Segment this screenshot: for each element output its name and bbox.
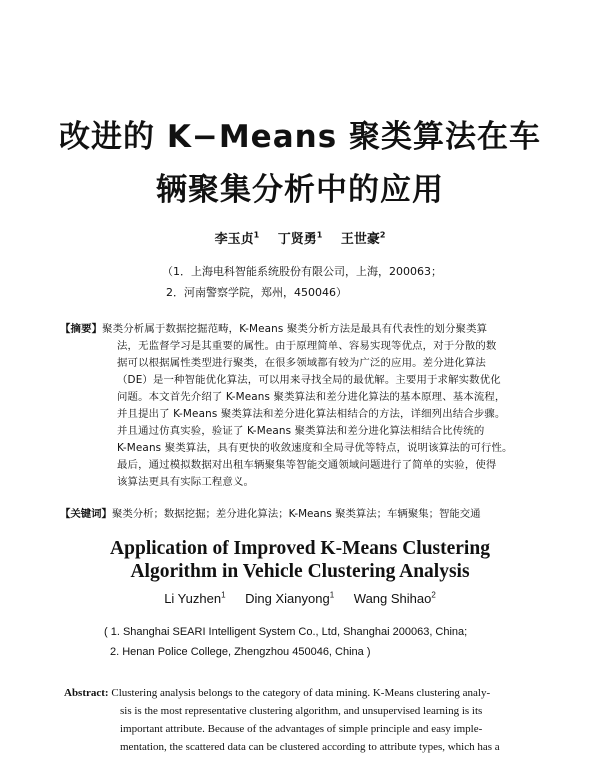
abstract-line: 【摘要】聚类分析属于数据挖掘范畴，K-Means 聚类分析方法是最具有代表性的划分聚类算 <box>60 323 488 335</box>
chinese-abstract <box>60 321 546 491</box>
english-author: Ding Xianyong$^1$ <box>245 590 335 606</box>
abstract-label: Abstract: <box>64 687 109 699</box>
abstract-line: 最后，通过模拟数据对出租车辆聚集等智能交通领域问题进行了简单的实验，使得 <box>117 459 497 471</box>
abstract-line: important attribute. Because of the advantages of simple principle and easy imple- <box>120 723 483 735</box>
chinese-title-line-1: 改进的 K−Means 聚类算法在车 <box>59 119 541 155</box>
english-author: Li Yuzhen$^1$ <box>164 590 226 606</box>
chinese-author: 丁贤勇$^1$ <box>277 230 323 247</box>
chinese-author: 王世豪$^2$ <box>340 230 386 247</box>
english-title-line-1: Application of Improved K-Means Clustering <box>110 538 490 559</box>
abstract-line: 据可以根据属性类型进行聚类，在很多领域都有较为广泛的应用。差分进化算法 <box>117 357 486 369</box>
chinese-affiliation-2: 2．河南警察学院，郑州，450046） <box>166 286 347 299</box>
english-title-line-2: Algorithm in Vehicle Clustering Analysis <box>130 561 470 582</box>
abstract-line: sis is the most representative clustering algorithm, and unsupervised learning is its <box>120 705 483 717</box>
english-abstract <box>64 684 544 756</box>
abstract-label: 【摘要】 <box>60 323 103 335</box>
keywords-label: 【关键词】 <box>60 508 112 520</box>
english-affiliation-2: 2. Henan Police College, Zhengzhou 450046, China ) <box>110 646 371 658</box>
abstract-line: K-Means 聚类算法，具有更快的收敛速度和全局寻优等特点，说明该算法的可行性。 <box>117 442 513 454</box>
abstract-line: mentation, the scattered data can be clustered according to attribute types, which has a <box>120 741 500 753</box>
abstract-line: 该算法更具有实际工程意义。 <box>117 476 255 488</box>
chinese-author: 李玉贞$^1$ <box>214 230 260 247</box>
abstract-line: （DE）是一种智能优化算法，可以用来寻找全局的最优解。主要用于求解实数优化 <box>117 374 501 386</box>
chinese-keywords <box>60 505 560 520</box>
abstract-line: 并且提出了 K-Means 聚类算法和差分进化算法相结合的方法，详细列出结合步骤。 <box>117 408 506 420</box>
abstract-line: 法，无监督学习是其重要的属性。由于原理简单、容易实现等优点，对于分散的数 <box>117 340 497 352</box>
chinese-title-line-2: 辆聚集分析中的应用 <box>156 172 444 208</box>
english-affiliation-1: ( 1. Shanghai SEARI Intelligent System Co., Ltd, Shanghai 200063, China; <box>104 626 468 638</box>
abstract-line: 并且通过仿真实验，验证了 K-Means 聚类算法和差分进化算法相结合比传统的 <box>117 425 485 437</box>
chinese-affiliation-1: （1．上海电科智能系统股份有限公司，上海，200063； <box>162 265 442 278</box>
chinese-authors <box>0 228 600 247</box>
abstract-line: Abstract: Clustering analysis belongs to the category of data mining. K-Means clustering analy- <box>64 687 491 699</box>
english-authors <box>0 591 600 606</box>
english-author: Wang Shihao$^2$ <box>353 590 436 606</box>
keywords-text: 聚类分析；数据挖掘；差分进化算法；K-Means 聚类算法；车辆聚集；智能交通 <box>111 508 481 520</box>
abstract-line: 问题。本文首先介绍了 K-Means 聚类算法和差分进化算法的基本原理、基本流程， <box>117 391 506 403</box>
